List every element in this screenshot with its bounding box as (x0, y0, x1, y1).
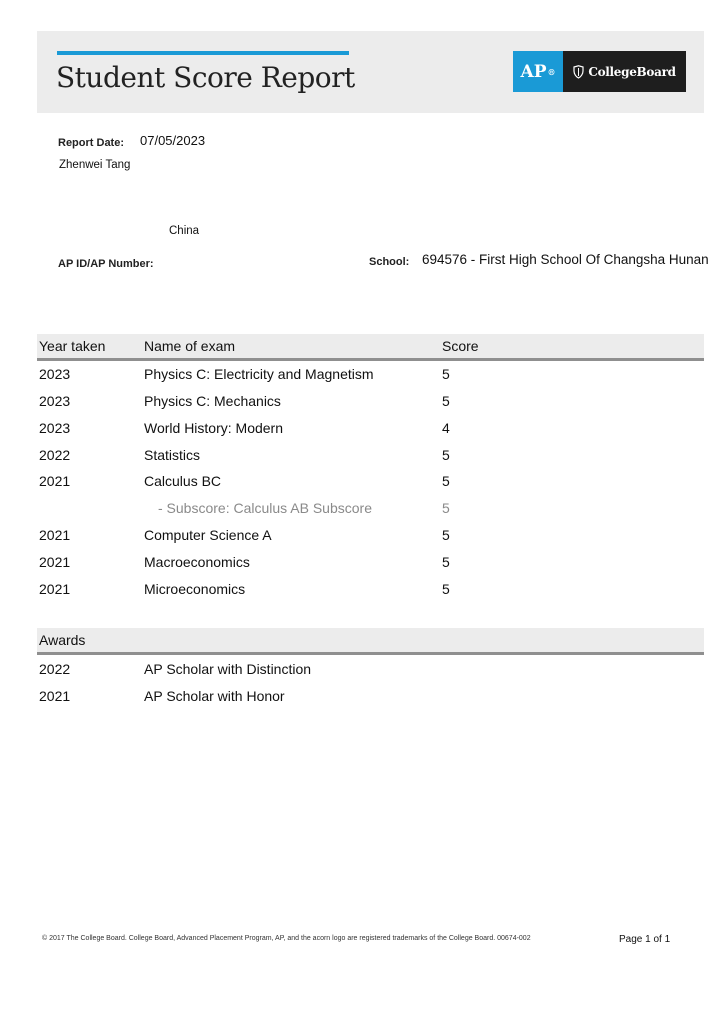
awards-table-header (37, 628, 704, 655)
row-exam: Physics C: Electricity and Magnetism (144, 366, 374, 382)
row-score: 5 (442, 527, 450, 543)
collegeboard-logo (563, 51, 686, 92)
row-year: 2023 (39, 420, 71, 436)
year-column-header: Year taken (39, 338, 106, 354)
table-row (37, 361, 704, 388)
student-name: Zhenwei Tang (59, 159, 131, 171)
acorn-icon (573, 65, 584, 79)
table-row (37, 576, 704, 603)
table-row (37, 468, 704, 495)
award-year: 2022 (39, 661, 71, 677)
row-score: 5 (442, 393, 450, 409)
award-row (37, 683, 704, 710)
row-score: 5 (442, 473, 450, 489)
table-row (37, 549, 704, 576)
footer-legal-text: © 2017 The College Board. College Board, Advanced Placement Program, AP, and the acorn logo are registered trademarks of the College Board. 00674-002 (42, 935, 531, 942)
award-name: AP Scholar with Distinction (144, 661, 312, 677)
score-column-header: Score (442, 338, 479, 354)
row-subscore-name: - Subscore: Calculus AB Subscore (158, 500, 372, 516)
report-date-label: Report Date: (58, 137, 125, 149)
row-year: 2021 (39, 473, 71, 489)
report-date-value: 07/05/2023 (140, 133, 206, 148)
row-exam: Physics C: Mechanics (144, 393, 281, 409)
row-exam: Statistics (144, 447, 201, 463)
row-exam: World History: Modern (144, 420, 284, 436)
row-score: 5 (442, 447, 450, 463)
ap-collegeboard-logo (513, 51, 686, 92)
row-year: 2021 (39, 581, 71, 597)
subscore-row (37, 495, 704, 522)
awards-column-header: Awards (39, 632, 86, 648)
row-year: 2023 (39, 366, 71, 382)
row-score: 5 (442, 554, 450, 570)
row-subscore: 5 (442, 500, 450, 516)
collegeboard-logo-text: CollegeBoard (588, 64, 676, 79)
table-row (37, 442, 704, 469)
ap-id-label: AP ID/AP Number: (58, 258, 154, 270)
table-row (37, 415, 704, 442)
report-header (37, 31, 704, 113)
table-row (37, 522, 704, 549)
row-exam: Computer Science A (144, 527, 272, 543)
school-label: School: (369, 256, 410, 268)
ap-logo: AP ® (513, 51, 563, 92)
row-year: 2023 (39, 393, 71, 409)
row-year: 2022 (39, 447, 71, 463)
school-value: 694576 - First High School Of Changsha Hunan (422, 252, 709, 267)
exam-column-header: Name of exam (144, 338, 236, 354)
row-exam: Calculus BC (144, 473, 222, 489)
row-score: 5 (442, 366, 450, 382)
row-exam: Macroeconomics (144, 554, 250, 570)
row-exam: Microeconomics (144, 581, 246, 597)
award-name: AP Scholar with Honor (144, 688, 285, 704)
scores-table-header (37, 334, 704, 361)
row-year: 2021 (39, 527, 71, 543)
student-country: China (169, 225, 200, 237)
table-row (37, 388, 704, 415)
page-title: Student Score Report (56, 61, 355, 94)
header-accent-bar (57, 51, 349, 55)
award-row (37, 656, 704, 683)
ap-logo-text: AP (520, 61, 547, 82)
row-year: 2021 (39, 554, 71, 570)
row-score: 4 (442, 420, 450, 436)
page-number: Page 1 of 1 (619, 934, 671, 945)
award-year: 2021 (39, 688, 71, 704)
row-score: 5 (442, 581, 450, 597)
